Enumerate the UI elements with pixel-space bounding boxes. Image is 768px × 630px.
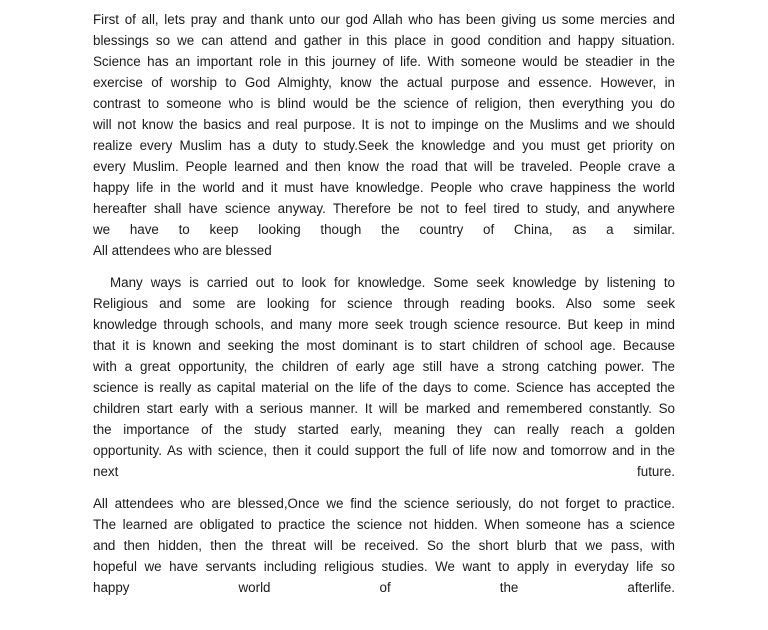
document-body	[93, 9, 675, 598]
text-line: with a great opportunity, the children of early age still have a strong catching power. The	[93, 359, 675, 374]
paragraph-gap	[93, 261, 675, 272]
text-line: contrast to someone who is blind would be the science of religion, then everything you do	[93, 96, 675, 111]
text-line: exercise of worship to God Almighty, know the actual purpose and essence. However, in	[93, 75, 675, 90]
text-line: The learned are obligated to practice the science not hidden. When someone has a science	[93, 517, 675, 532]
text-line: science is really as capital material on the life of the days to come. Science has accepted the	[93, 380, 675, 395]
text-line: will not know the basics and real purpose. It is not to impinge on the Muslims and we should	[93, 117, 675, 132]
text-line: happy life in the world and it must have knowledge. People who crave happiness the world	[93, 180, 675, 195]
text-line: every Muslim. People learned and then know the road that will be traveled. People crave a	[93, 159, 675, 174]
text-line: opportunity. As with science, then it could support the full of life now and tomorrow and in the	[93, 443, 675, 458]
text-line: we have to keep looking though the country of China, as a similar.	[93, 222, 675, 237]
paragraph-1	[93, 9, 675, 261]
text-line: All attendees who are blessed,Once we find the science seriously, do not forget to practice.	[93, 496, 675, 511]
text-line: Religious and some are looking for science through reading books. Also some seek	[93, 296, 675, 311]
text-line: next future.	[93, 464, 675, 479]
text-line: children start early with a serious manner. It will be marked and remembered constantly. So	[93, 401, 675, 416]
paragraph-3	[93, 493, 675, 598]
text-line: blessings so we can attend and gather in this place in good condition and happy situation.	[93, 33, 675, 48]
text-line: hereafter shall have science anyway. Therefore be not to feel tired to study, and anywhere	[93, 201, 675, 216]
text-line: Many ways is carried out to look for knowledge. Some seek knowledge by listening to	[110, 275, 675, 290]
text-line: All attendees who are blessed	[93, 243, 272, 258]
text-line: and then hidden, then the threat will be received. So the short blurb that we pass, with	[93, 538, 675, 553]
text-line: happy world of the afterlife.	[93, 580, 675, 595]
paragraph-2	[93, 272, 675, 482]
text-line: the importance of the study started early, meaning they can really reach a golden	[93, 422, 675, 437]
text-line: that it is known and seeking the most dominant is to start children of school age. Because	[93, 338, 675, 353]
paragraph-gap	[93, 482, 675, 493]
text-line: realize every Muslim has a duty to study.Seek the knowledge and you must get priority on	[93, 138, 675, 153]
text-line: hopeful we have servants including religious studies. We want to apply in everyday life so	[93, 559, 675, 574]
text-line: Science has an important role in this journey of life. With someone would be steadier in the	[93, 54, 675, 69]
text-line: First of all, lets pray and thank unto our god Allah who has been giving us some mercies and	[93, 12, 675, 27]
text-line: knowledge through schools, and many more seek trough science resource. But keep in mind	[93, 317, 675, 332]
